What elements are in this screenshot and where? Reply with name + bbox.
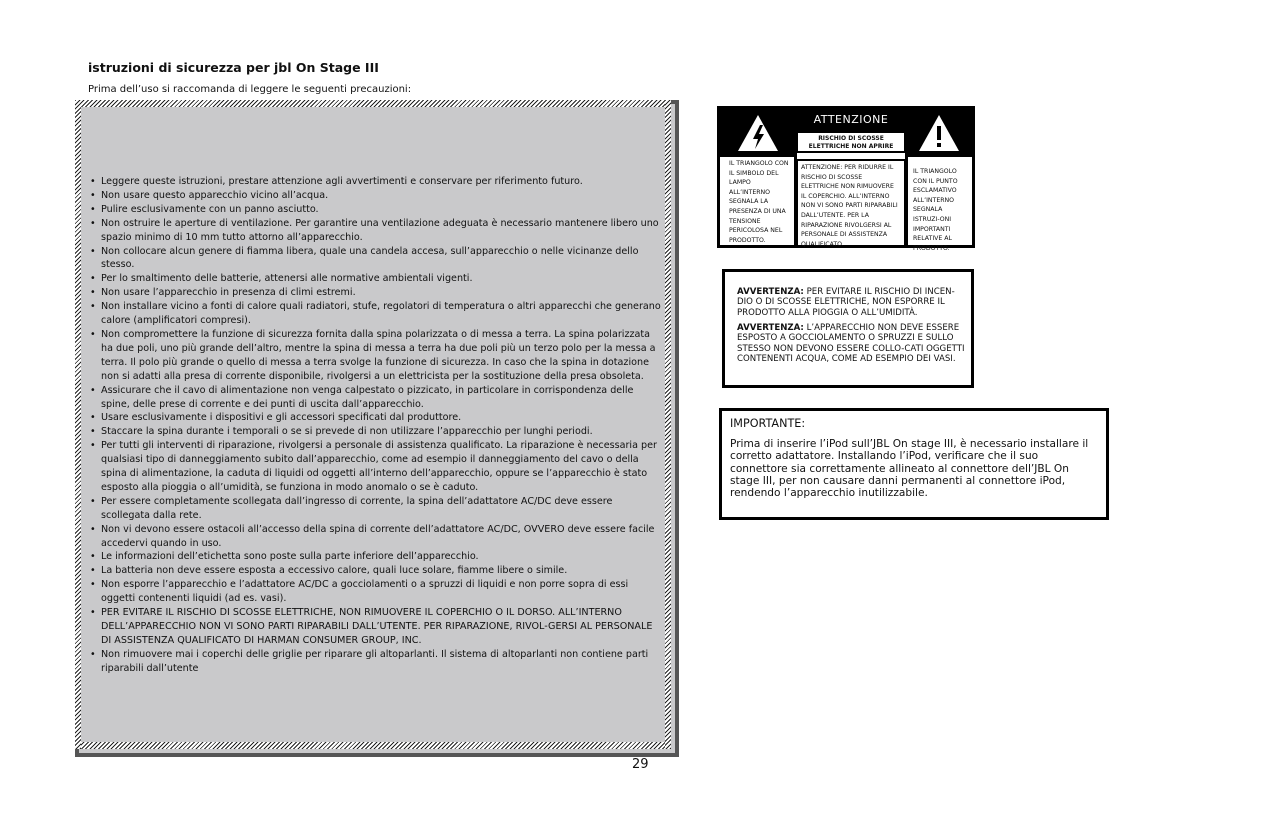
box-border-top <box>75 100 671 107</box>
precautions-list <box>88 175 664 676</box>
list-item: • Non usare questo apparecchio vicino all’acqua. <box>88 189 664 203</box>
attenzione-center-text: ATTENZIONE: PER RIDURRE IL RISCHIO DI SCOSSE ELETTRICHE NON RIMUOVERE IL COPERCHIO. ALL’INTERNO NON VI SONO PARTI RIPARABILI DALL’UTENTE. PER LA RIPARAZIONE RIVOLGERSI AL PERSONALE DI ASSISTENZA QUALIFICATO. <box>796 159 906 247</box>
list-item: • Pulire esclusivamente con un panno asciutto. <box>88 203 664 217</box>
list-item: • Usare esclusivamente i dispositivi e gli accessori specificati dal produttore. <box>88 411 664 425</box>
avvertenza-label: AVVERTENZA: <box>737 287 804 297</box>
importante-panel <box>719 408 1109 520</box>
list-item: • Assicurare che il cavo di alimentazione non venga calpestato o pizzicato, in particolare in corrispondenza delle spine, delle prese di corrente e dei punti di uscita dall’apparecchio. <box>88 384 664 412</box>
page-number: 29 <box>632 757 649 772</box>
box-border-right <box>665 100 671 749</box>
attenzione-right-icon-area <box>906 109 972 157</box>
avvertenza-paragraph-1 <box>737 287 967 318</box>
box-border-bottom <box>75 742 671 749</box>
importante-body: Prima di inserire l’iPod sull’JBL On stage III, è necessario installare il corretto adattatore. Installando l’iPod, verificare che il suo connettore sia correttamente allineato al connettore dell’JBL On stage III, per non causare danni permanenti al connettore iPod, rendendo l’apparecchio inutilizzabile. <box>730 438 1089 500</box>
exclamation-triangle-icon <box>917 113 961 153</box>
avvertenza-text: L’APPARECCHIO NON DEVE ESSERE ESPOSTO A GOCCIOLAMENTO O SPRUZZI E SULLO STESSO NON DEVONO ESSERE COLLO-CATI OGGETTI CONTENENTI ACQUA, COME AD ESEMPIO DEI VASI. <box>737 323 965 365</box>
list-item: • Staccare la spina durante i temporali o se si prevede di non utilizzare l’apparecchio per lunghi periodi. <box>88 425 664 439</box>
list-item: • La batteria non deve essere esposta a eccessivo calore, quali luce solare, fiamme libere o simile. <box>88 564 664 578</box>
list-item: • Leggere queste istruzioni, prestare attenzione agli avvertimenti e conservare per riferimento futuro. <box>88 175 664 189</box>
list-item: • Non collocare alcun genere di fiamma libera, quale una candela accesa, sull’apparecchio o nelle vicinanze dello stesso. <box>88 245 664 273</box>
avvertenza-text: PER EVITARE IL RISCHIO DI INCEN-DIO O DI SCOSSE ELETTRICHE, NON ESPORRE IL PRODOTTO ALLA PIOGGIA O ALL’UMIDITÀ. <box>737 287 955 318</box>
box-border-left <box>75 100 81 749</box>
list-item: • Non esporre l’apparecchio e l’adattatore AC/DC a gocciolamenti o a spruzzi di liquidi e non porre sopra di essi oggetti contenenti liquidi (ad es. vasi). <box>88 578 664 606</box>
list-item: • Per essere completamente scollegata dall’ingresso di corrente, la spina dell’adattatore AC/DC deve essere scollegata dalla rete. <box>88 495 664 523</box>
attenzione-header: ATTENZIONE <box>796 109 906 131</box>
lightning-triangle-icon <box>736 113 780 153</box>
attenzione-right-text: IL TRIANGOLO CON IL PUNTO ESCLAMATIVO ALL’INTERNO SEGNALA ISTRUZI-ONI IMPORTANTI RELATIVE AL PRODOTTO. <box>913 168 958 252</box>
list-item: • Non ostruire le aperture di ventilazione. Per garantire una ventilazione adeguata è necessario mantenere libero uno spazio minimo di 10 mm tutto attorno all’apparecchio. <box>88 217 664 245</box>
attenzione-subheader: RISCHIO DI SCOSSE ELETTRICHE NON APRIRE <box>796 131 906 153</box>
attenzione-panel <box>717 106 975 252</box>
list-item: • Non installare vicino a fonti di calore quali radiatori, stufe, regolatori di temperatura o altri apparecchi che generano calore (amplificatori compresi). <box>88 300 664 328</box>
avvertenza-paragraph-2 <box>737 323 967 365</box>
attenzione-left-icon-area <box>720 109 796 157</box>
importante-title: IMPORTANTE: <box>730 417 806 430</box>
list-item: • Per lo smaltimento delle batterie, attenersi alle normative ambientali vigenti. <box>88 272 664 286</box>
page-subtitle: Prima dell’uso si raccomanda di leggere le seguenti precauzioni: <box>88 84 412 95</box>
avvertenza-label: AVVERTENZA: <box>737 323 804 333</box>
attenzione-left-text: IL TRIANGOLO CON IL SIMBOLO DEL LAMPO ALL’INTERNO SEGNALA LA PRESENZA DI UNA TENSIONE PERICOLOSA NEL PRODOTTO. <box>729 160 789 244</box>
list-item: • Non compromettere la funzione di sicurezza fornita dalla spina polarizzata o di messa a terra. La spina polarizzata ha due poli, uno più grande dell’altro, mentre la spina di messa a terra ha due poli più un terzo polo per la messa a terra. Il polo più grande o quello di messa a terra svolge la funzione di sicurezza. In caso che la spina in dotazione non si adatti alla presa di corrente disponibile, rivolgersi a un elettricista per la sostituzione della presa obsoleta. <box>88 328 664 384</box>
list-item: • PER EVITARE IL RISCHIO DI SCOSSE ELETTRICHE, NON RIMUOVERE IL COPERCHIO O IL DORSO. ALL’INTERNO DELL’APPARECCHIO NON VI SONO PARTI RIPARABILI DALL’UTENTE. PER RIPARAZIONE, RIVOL-GERSI AL PERSONALE DI ASSISTENZA QUALIFICATO DI HARMAN CONSUMER GROUP, INC. <box>88 606 664 648</box>
avvertenza-panel <box>722 269 974 388</box>
list-item: • Non usare l’apparecchio in presenza di climi estremi. <box>88 286 664 300</box>
list-item: • Per tutti gli interventi di riparazione, rivolgersi a personale di assistenza qualificato. La riparazione è necessaria per qualsiasi tipo di danneggiamento subito dall’apparecchio, come ad esempio il danneggiamento del cavo o della spina di alimentazione, la caduta di liquidi od oggetti all’interno dell’apparecchio, oppure se l’apparecchio è stato esposto alla pioggia o all’umidità, se funziona in modo anomalo o se è caduto. <box>88 439 664 495</box>
page-title: istruzioni di sicurezza per jbl On Stage III <box>88 60 379 75</box>
list-item: • Le informazioni dell’etichetta sono poste sulla parte inferiore dell’apparecchio. <box>88 550 664 564</box>
list-item: • Non vi devono essere ostacoli all’accesso della spina di corrente dell’adattatore AC/DC, OVVERO deve essere facile accedervi quando in uso. <box>88 523 664 551</box>
list-item: • Non rimuovere mai i coperchi delle griglie per riparare gli altoparlanti. Il sistema di altoparlanti non contiene parti riparabili dall’utente <box>88 648 664 676</box>
